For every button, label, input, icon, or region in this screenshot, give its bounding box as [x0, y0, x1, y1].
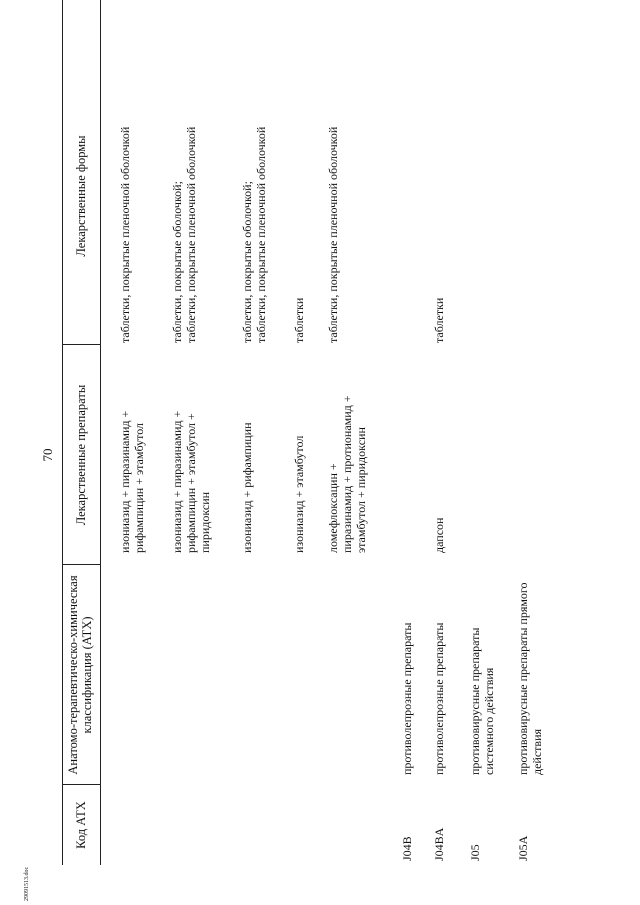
- code-row-2-code: J04BA: [432, 827, 446, 861]
- drug-row-1-drug: изониазид + пиразинамид + рифампицин + этамбутол: [118, 410, 146, 553]
- code-row-3-classification: противовирусные препараты системного действия: [468, 627, 496, 775]
- header-drugs: Лекарственные препараты: [74, 384, 88, 526]
- column-divider-3: [62, 344, 100, 345]
- code-row-4-classification: противовирусные препараты прямого действия: [516, 582, 544, 775]
- code-row-1-classification: противолепрозные препараты: [400, 622, 414, 775]
- drug-row-3-drug: изониазид + рифампицин: [240, 422, 254, 553]
- drug-row-2-form: таблетки, покрытые оболочкой; таблетки, покрытые пленочной оболочкой: [170, 126, 198, 343]
- page-number: 70: [40, 448, 55, 462]
- code-row-1-code: J04B: [400, 836, 414, 861]
- footer-document-id: 29091513.doc: [24, 866, 30, 901]
- drug-row-4-form: таблетки: [292, 297, 306, 343]
- table-header-divider: [100, 0, 101, 865]
- column-divider-2: [62, 564, 100, 565]
- header-forms: Лекарственные формы: [74, 135, 88, 257]
- code-row-2-drug: дапсон: [432, 517, 446, 553]
- header-classification: Анатомо-терапевтическо-химическая классификация (АТХ): [66, 575, 94, 775]
- code-row-2-form: таблетки: [432, 297, 446, 343]
- header-code: Код АТХ: [74, 801, 88, 849]
- table-top-border: [62, 0, 63, 865]
- drug-row-1-form: таблетки, покрытые пленочной оболочкой: [118, 126, 132, 343]
- drug-row-2-drug: изониазид + пиразинамид + рифампицин + этамбутол + пиридоксин: [170, 410, 212, 553]
- code-row-2-classification: противолепрозные препараты: [432, 622, 446, 775]
- drug-row-5-form: таблетки, покрытые пленочной оболочкой: [326, 126, 340, 343]
- drug-row-5-drug: ломефлоксацин + пиразинамид + протионамид + этамбутол + пиридоксин: [326, 395, 368, 553]
- drug-row-4-drug: изониазид + этамбутол: [292, 435, 306, 553]
- drug-row-3-form: таблетки, покрытые оболочкой; таблетки, покрытые пленочной оболочкой: [240, 126, 268, 343]
- column-divider-1: [62, 784, 100, 785]
- code-row-3-code: J05: [468, 844, 482, 861]
- code-row-4-code: J05A: [516, 835, 530, 861]
